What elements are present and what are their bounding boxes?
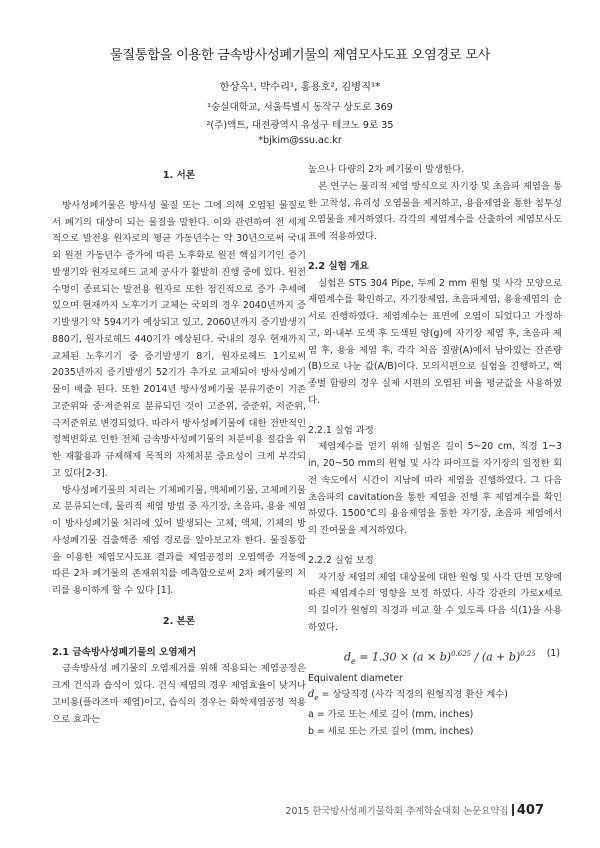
section-heading-body: 2. 본론 [162,615,196,627]
subsection-heading-2-2-2: 2.2.2 실험 보정 [308,554,374,566]
subsection-heading-2-2: 2.2 실험 개요 [308,260,369,272]
equation-number: (1) [546,647,560,659]
equation-1 [308,641,562,671]
left-column [52,168,306,728]
page-footer [285,803,544,818]
paragraph-2-2-1: 제염계수를 얻기 위해 실험은 길이 5~20 cm, 직경 1~3 in, 20~50 mm의 원형 및 사각 파이프를 자기장의 일정한 회전 속도에서 시간이 지남에 따라 제염을 진행하였다. 그 다음 초음파의 cavitation을 통한 제염을 진행 후 제염계수를 확인하였다. 1500℃의 용융제염을 통한 자기장, 초음파 제염에서의 잔여물을 제거하였다. [308,441,562,536]
contact-email: *bjkim@ssu.ac.kr [258,135,342,146]
paragraph-2-2: 실험은 STS 304 Pipe, 두께 2 mm 원형 및 사각 모양으로 제염계수를 확인하고, 자기장제염, 초음파제염, 용융제염의 순서로 진행하였다. 제염계수는 표면에 오염이 되었다고 가정하고, 외·내부 도색 후 도색된 양(g)에 자기장 제염 후, 초음파 제염 후, 용융 제염 후, 각각 처음 질량(A)에서 남아있는 잔존량(B)으로 나눈 값(A/B)이다. 모의시편으로 실험을 진행하고, 핵종별 함량의 경우 실제 시편의 오염된 비율 평균값을 사용하였다. [308,277,562,406]
paragraph-2-1: 금속방사성 폐기물의 오염제거를 위해 적용되는 제염공정은 크게 건식과 습식이 있다. 건식 제염의 경우 제염효율이 낮거나 고비용(플라즈마 제염)이고, 습식의 경우는 화학제염공정 적용으로 효과는 [52,663,306,725]
paragraph-study-aim: 본 연구는 물리적 제염 방식으로 자기장 및 초음파 제염을 통한 고착성, 유리성 오염물을 제거하고, 용융제염을 통한 침투성 오염물을 제거하였다. 각각의 제염계수를 산출하여 제염모사도표에 적용하였다. [308,180,562,242]
equation-legend-heading: Equivalent diameter [308,672,403,684]
paragraph-2-2-2: 자기장 제염의 제염 대상물에 대한 원형 및 사각 단면 모양에 따른 제염계수의 영향을 보정 하였다. 사각 강관의 가로x세로의 길이가 원형의 직경과 비교 할 수 있도록 다음 식(1)을 사용하였다. [308,571,562,633]
equation-expression: $d_e = 1.30 \times (a \times b)^{0.625} / (a + b)^{0.25}$ [344,649,536,666]
paragraph-intro-2: 방사성폐기물의 처리는 기체폐기물, 액체폐기물, 고체폐기물로 분류되는데, 물리적 제염 방법 중 자기장, 초음파, 용융 제염이 방사성폐기물 처리에 있어 발생되는 고체, 액체, 기체의 방사성폐기물 검출핵종 제염 경로를 알아보고자 한다. 물질통합을 이용한 제염모사도표 결과를 제염공정의 오염핵종 거동에 따른 2차 폐기물의 존재위치를 예측함으로써 2차 폐기물의 처리를 용이하게 할 수 있다 [1]. [52,484,306,596]
right-column [308,162,562,741]
paragraph-2-1-cont: 높으나 다량의 2차 폐기물이 발생한다. [308,164,465,175]
page-number: 407 [516,803,544,818]
equation-legend-b: b = 세로 또는 가로 길이 (mm, inches) [308,725,474,737]
footer-divider [512,804,513,816]
subsection-heading-2-2-1: 2.2.1 실험 과정 [308,424,374,436]
author-list: 한상옥¹, 박수리¹, 홍용호², 김병직¹* [219,81,381,93]
equation-legend-a: a = 가로 또는 세로 길이 (mm, inches) [308,709,474,720]
affiliation-1: ¹숭실대학교, 서울특별시 동작구 상도로 369 [207,102,393,113]
proceedings-title: 2015 한국방사성폐기물학회 추계학술대회 논문요약집 [285,806,509,817]
paragraph-intro-1: 방사성폐기물은 방사성 물질 또는 그에 의해 오염된 물질로서 폐기의 대상이 되는 물질을 말한다. 이와 관련하여 전 세계적으로 발전용 원자로의 평균 가동년수는 약 30년으로써 국내외 원전 가동년수 증가에 따른 노후화로 원전 핵심기기인 증기발생기와 원자로헤드 교체 공사가 활발히 진행 중에 있다. 원전수명이 종료되는 발전용 원자로 또한 점진적으로 증가 추세에 있으며 현재까지 노후기기 교체는 국외의 경우 2040년까지 증기발생기 약 594기가 예상되고 있고, 2060년까지 증기발생기 880기, 원자로헤드 440기가 예상된다. 국내의 경우 현재까지 교체된 노후기기 중 증기발생기 8기, 원자로헤드 1기로써 2035년까지 증기발생기 52기가 추가로 교체되어 방사성폐기물이 배출 된다. 또한 2014년 방사성폐기물 분류기준이 기존 고준위와 중·저준위로 분류되던 것이 고준위, 중준위, 저준위, 극저준위로 변경되었다. 따라서 방사성폐기물에 대한 전반적인 정책변화로 인한 전체 금속방사성폐기물의 처분비용 절감을 위한 재활용과 규제해제 목적의 자체처분 중요성이 크게 부각되고 있다[2-3]. [52,199,306,479]
paper-title: 물질통합을 이용한 금속방사성폐기물의 제염모사도표 오염경로 모사 [109,48,491,63]
affiliation-2: ²(주)액트, 대전광역시 유성구 테크노 9로 35 [206,120,394,131]
subsection-heading-2-1: 2.1 금속방사성폐기물의 오염제거 [52,646,197,658]
section-heading-introduction: 1. 서론 [162,170,196,181]
equation-legend-de: $d_e$ = 상당직경 (사각 직경의 원형직경 환산 계수) [308,689,508,703]
equation-legend-de-text: = 상당직경 (사각 직경의 원형직경 환산 계수) [321,689,508,701]
